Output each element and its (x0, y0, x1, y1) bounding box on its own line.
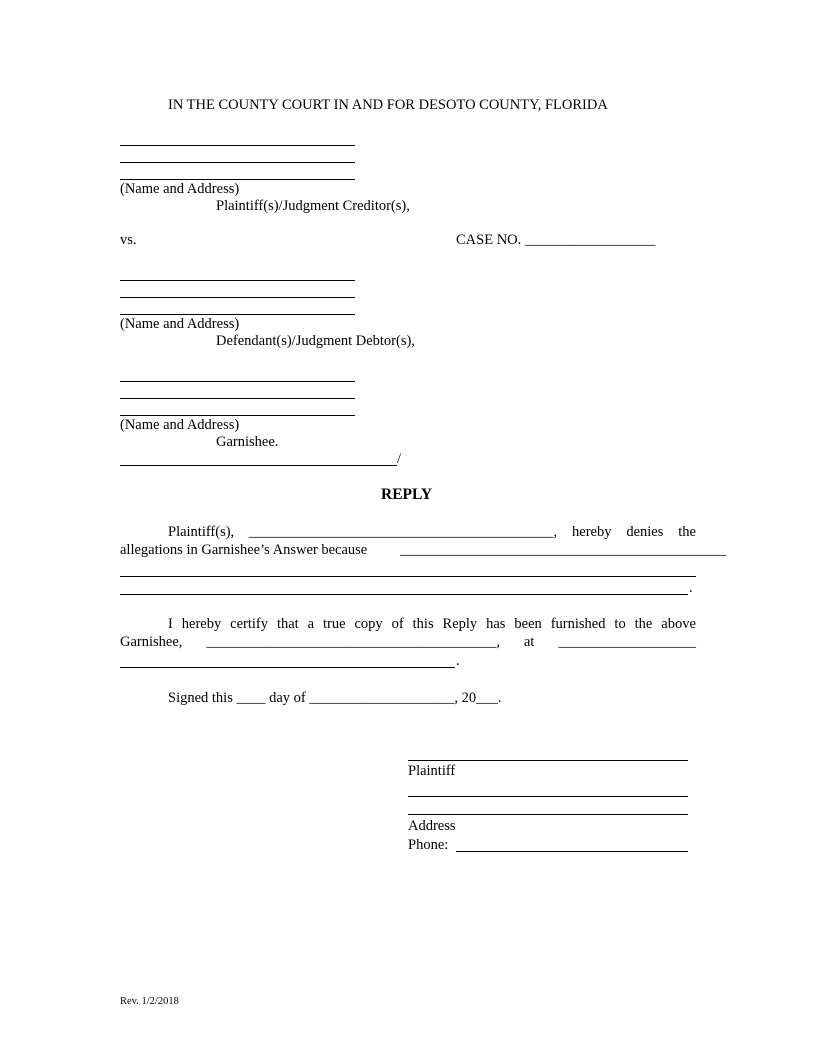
para2-word: certify (230, 616, 269, 632)
plaintiff-blank-line[interactable] (120, 179, 355, 180)
para2-word: a (307, 616, 315, 632)
para2-word: furnished (550, 616, 606, 632)
para2-word: above (661, 616, 696, 632)
para2-word: this (412, 616, 434, 632)
case-number-field (456, 232, 655, 249)
para2-word: that (276, 616, 299, 632)
plaintiff-name-blank[interactable]: __________________________________________, (249, 524, 558, 540)
para2-word: to (614, 616, 626, 632)
para1-word: denies (626, 524, 664, 540)
defendant-name-address-label: (Name and Address) (120, 316, 240, 332)
para2-word: I (168, 616, 173, 632)
plaintiff-signature-label: Plaintiff (408, 763, 456, 779)
para2-word: been (514, 616, 542, 632)
plaintiff-role-label: Plaintiff(s)/Judgment Creditor(s), (216, 198, 410, 214)
para2-word: Reply (442, 616, 478, 632)
para2-line2 (120, 634, 696, 651)
denial-reason-line[interactable] (120, 594, 688, 595)
para2-line1 (168, 616, 696, 633)
garnishee-blank-line[interactable] (120, 381, 355, 382)
para1-line2-text: allegations in Garnishee’s Answer because (120, 542, 368, 558)
revision-date: Rev. 1/2/2018 (120, 996, 179, 1007)
defendant-role-label: Defendant(s)/Judgment Debtor(s), (216, 333, 415, 349)
plaintiff-blank-line[interactable] (120, 145, 355, 146)
para1-word: Plaintiff(s), (168, 524, 235, 540)
plaintiff-signature-line[interactable] (408, 760, 688, 761)
case-number-blank[interactable]: __________________ (524, 232, 656, 248)
signed-date-line: Signed this ____ day of ____________________, 20___. (168, 690, 502, 706)
para2-word: of (391, 616, 404, 632)
garnishee-role-label: Garnishee. (216, 434, 279, 450)
garnishee-name-blank[interactable]: ________________________________________, (206, 634, 500, 650)
defendant-blank-line[interactable] (120, 297, 355, 298)
para2-word: the (634, 616, 653, 632)
address-blank-line[interactable] (408, 814, 688, 815)
para2-end-period: . (456, 653, 460, 669)
para2-word: true (323, 616, 346, 632)
case-number-label: CASE NO. (456, 232, 522, 248)
garnishee-name-address-label: (Name and Address) (120, 417, 240, 433)
caption-closing-line (120, 465, 397, 466)
caption-closing-slash: / (397, 451, 402, 467)
para1-end-period: . (689, 580, 693, 596)
para2-word: Garnishee, (120, 634, 183, 650)
para2-word: copy (354, 616, 383, 632)
defendant-blank-line[interactable] (120, 314, 355, 315)
garnishee-blank-line[interactable] (120, 415, 355, 416)
garnishee-blank-line[interactable] (120, 398, 355, 399)
phone-blank-line[interactable] (456, 851, 688, 852)
denial-reason-line[interactable] (120, 576, 696, 577)
address-label: Address (408, 818, 456, 834)
para2-word: hereby (181, 616, 222, 632)
garnishee-address-blank[interactable]: ___________________ (558, 634, 696, 650)
defendant-blank-line[interactable] (120, 280, 355, 281)
garnishee-address-line[interactable] (120, 667, 455, 668)
phone-label: Phone: (408, 837, 449, 853)
court-title: IN THE COUNTY COURT IN AND FOR DESOTO COUNTY, FLORIDA (168, 97, 608, 113)
address-blank-line[interactable] (408, 796, 688, 797)
para1-word: the (678, 524, 696, 540)
para1-line1 (168, 524, 696, 541)
para1-word: hereby (572, 524, 612, 540)
para2-word: has (486, 616, 506, 632)
vs-label: vs. (120, 232, 137, 248)
plaintiff-name-address-label: (Name and Address) (120, 181, 240, 197)
para2-word: at (523, 634, 535, 650)
plaintiff-blank-line[interactable] (120, 162, 355, 163)
document-title: REPLY (381, 486, 433, 503)
denial-reason-blank[interactable]: _____________________________________________ (400, 542, 727, 558)
